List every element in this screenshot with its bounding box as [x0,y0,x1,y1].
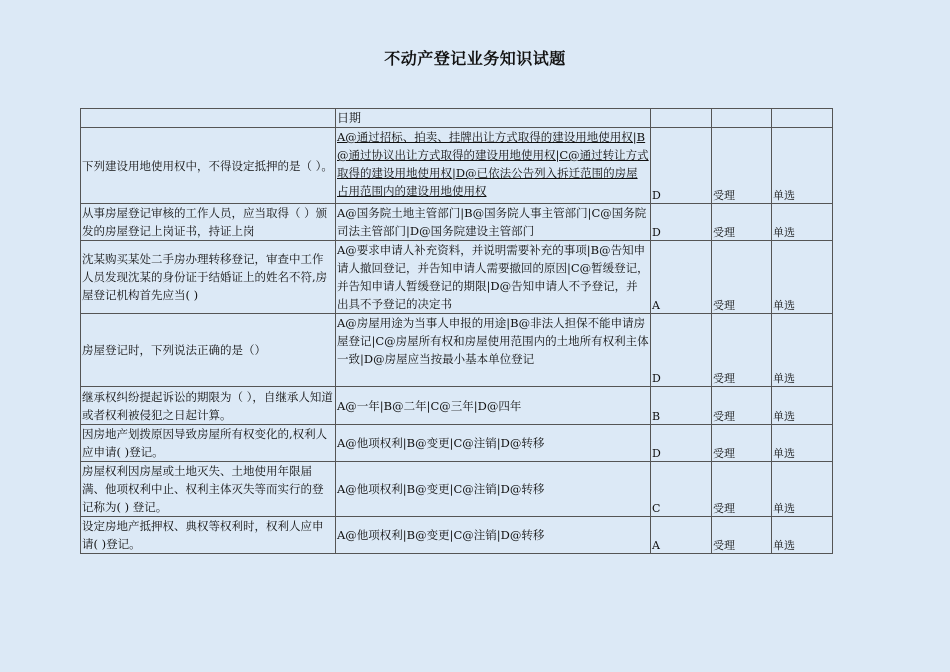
options-cell: A@通过招标、拍卖、挂牌出让方式取得的建设用地使用权|B@通过协议出让方式取得的建设用地使用权|C@通过转让方式取得的建设用地使用权|D@已依法公告列入拆迁范围的房屋占用范围内的建设用地使用权 [336,128,651,204]
type-cell: 单选 [772,241,833,314]
header-cell-date: 日期 [336,109,651,128]
table-row [81,128,833,204]
type-cell: 单选 [772,425,833,462]
page-title: 不动产登记业务知识试题 [384,49,566,68]
answer-cell: A [651,517,712,554]
type-cell: 单选 [772,462,833,517]
question-cell: 沈某购买某处二手房办理转移登记，审查中工作人员发现沈某的身份证于结婚证上的姓名不符,房屋登记机构首先应当( ) [81,241,336,314]
type-cell: 单选 [772,517,833,554]
type-cell: 单选 [772,314,833,387]
type-cell: 单选 [772,204,833,241]
status-cell: 受理 [712,425,772,462]
status-cell: 受理 [712,241,772,314]
options-cell: A@国务院土地主管部门|B@国务院人事主管部门|C@国务院司法主管部门|D@国务院建设主管部门 [336,204,651,241]
header-cell-type [772,109,833,128]
options-cell: A@他项权利|B@变更|C@注销|D@转移 [336,517,651,554]
options-cell: A@他项权利|B@变更|C@注销|D@转移 [336,462,651,517]
header-row [81,109,833,128]
table-row [81,204,833,241]
question-cell: 房屋登记时，下列说法正确的是（） [81,314,336,387]
answer-cell: D [651,314,712,387]
type-cell: 单选 [772,128,833,204]
question-cell: 因房地产划拨原因导致房屋所有权变化的,权利人应申请( )登记。 [81,425,336,462]
header-cell-answer [651,109,712,128]
answer-cell: C [651,462,712,517]
status-cell: 受理 [712,204,772,241]
options-cell: A@要求申请人补充资料，并说明需要补充的事项|B@告知申请人撤回登记，并告知申请人需要撤回的原因|C@暂缓登记，并告知申请人暂缓登记的期限|D@告知申请人不予登记，并出具不予登记的决定书 [336,241,651,314]
header-cell-question [81,109,336,128]
header-cell-status [712,109,772,128]
question-cell: 继承权纠纷提起诉讼的期限为（ ），自继承人知道或者权利被侵犯之日起计算。 [81,387,336,425]
answer-cell: D [651,425,712,462]
status-cell: 受理 [712,517,772,554]
question-table [80,108,833,554]
status-cell: 受理 [712,387,772,425]
table-row [81,425,833,462]
answer-cell: B [651,387,712,425]
table-row [81,241,833,314]
status-cell: 受理 [712,128,772,204]
question-cell: 下列建设用地使用权中，不得设定抵押的是（ ）。 [81,128,336,204]
status-cell: 受理 [712,314,772,387]
table-row [81,387,833,425]
options-cell: A@一年|B@二年|C@三年|D@四年 [336,387,651,425]
table-row [81,462,833,517]
status-cell: 受理 [712,462,772,517]
table-row [81,314,833,387]
answer-cell: D [651,204,712,241]
answer-cell: D [651,128,712,204]
type-cell: 单选 [772,387,833,425]
question-cell: 设定房地产抵押权、典权等权利时，权利人应申请( )登记。 [81,517,336,554]
answer-cell: A [651,241,712,314]
question-cell: 房屋权利因房屋或土地灭失、土地使用年限届满、他项权利中止、权利主体灭失等而实行的登记称为( ) 登记。 [81,462,336,517]
options-cell: A@他项权利|B@变更|C@注销|D@转移 [336,425,651,462]
question-cell: 从事房屋登记审核的工作人员，应当取得（ ）颁发的房屋登记上岗证书，持证上岗 [81,204,336,241]
options-cell: A@房屋用途为当事人申报的用途|B@非法人担保不能申请房屋登记|C@房屋所有权和房屋使用范围内的土地所有权利主体一致|D@房屋应当按最小基本单位登记 [336,314,651,387]
table-row [81,517,833,554]
